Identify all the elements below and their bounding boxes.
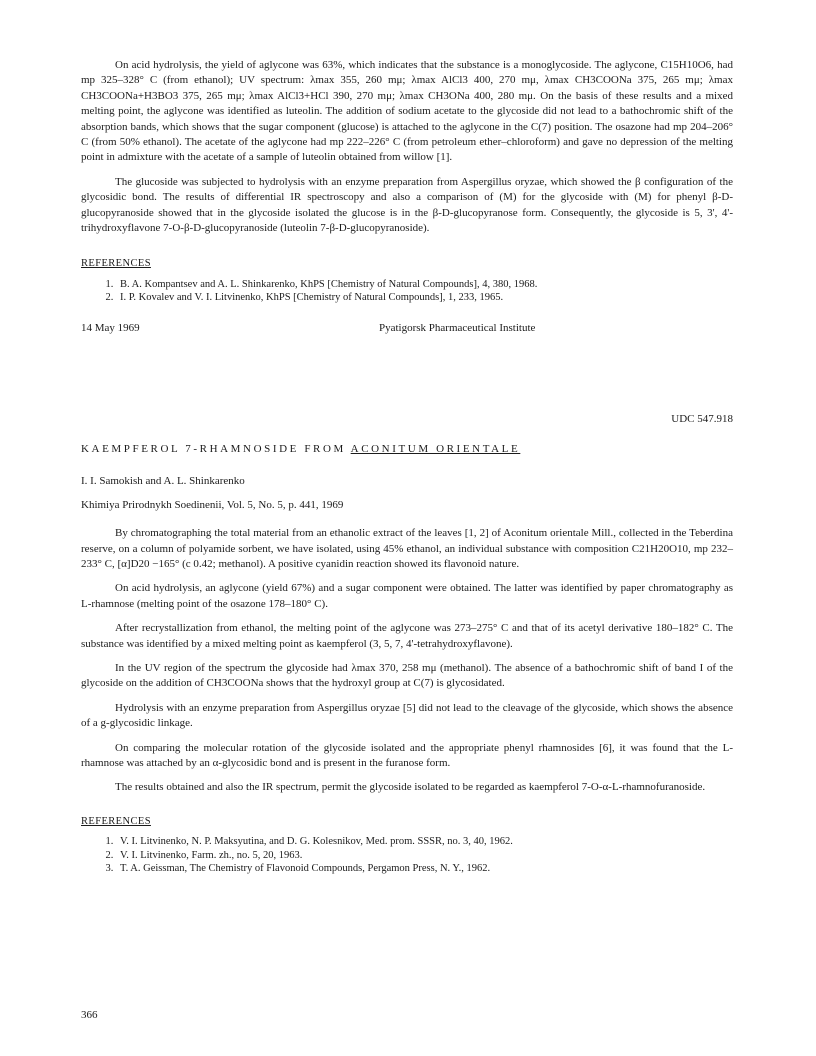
article-authors: I. I. Samokish and A. L. Shinkarenko xyxy=(81,475,245,488)
paragraph-chromatography: By chromatographing the total material from an ethanolic extract of the leaves [1, 2] of Aconitum orientale Mill., collected in the Teberdina reserve, on a column of polyamide sorbent, we have isolated, using 45% ethanol, an individual substance with composition C21H20O10, mp 232–233° C, [α]D20 −165° (c 0.42; methanol). A positive cyanidin reaction showed its flavonoid nature. xyxy=(81,527,733,570)
reference-item: 1. B. A. Kompantsev and A. L. Shinkarenko, KhPS [Chemistry of Natural Compounds], 4, 380, 1968. xyxy=(116,278,733,292)
paragraph-acid-hydrolysis: On acid hydrolysis, the yield of aglycone was 63%, which indicates that the substance is a monoglycoside. The aglycone, C15H10O6, had mp 325–328° C (from ethanol); UV spectrum: λmax 355, 260 mμ; λmax AlCl3 400, 270 mμ, λmax CH3COONa 375, 265 mμ; λmax CH3COONa+H3BO3 375, 265 mμ; λmax AlCl3+HCl 390, 270 mμ; λmax CH3ONa 400, 280 mμ. On the basis of these results and a mixed melting point, the aglycone was identified as luteolin. The addition of sodium acetate to the glycoside did not lead to a bathochromic shift of the absorption bands, which shows that the sugar component (glucose) is attached to the aglycone in the C(7) position. The osazone had mp 204–206° C (from 50% ethanol). The acetate of the aglycone had mp 222–226° C (from petroleum ether–chloroform) and gave no depression of the melting point in admixture with the acetate of a sample of luteolin obtained from willow [1]. xyxy=(81,59,733,164)
paragraph-uv-spectrum: In the UV region of the spectrum the glycoside had λmax 370, 258 mμ (methanol). The absence of a bathochromic shift of band I of the glycoside on the addition of CH3COONa shows that the hydroxyl group at C(7) is glycosidated. xyxy=(81,661,733,690)
institute-name: Pyatigorsk Pharmaceutical Institute xyxy=(379,321,536,334)
title-text: KAEMPFEROL 7-RHAMNOSIDE FROM xyxy=(81,442,351,455)
paragraph-aglycone: On acid hydrolysis, an aglycone (yield 67%) and a sugar component were obtained. The latter was identified by paper chromatography as L-rhamnose (melting point of the osazone 178–180° C). xyxy=(81,582,733,610)
paragraph-recrystallization: After recrystallization from ethanol, the melting point of the aglycone was 273–275° C and that of its acetyl derivative 180–182° C. The substance was identified by a mixed melting point as kaempferol (3, 5, 7, 4'-tetrahydroxyflavone). xyxy=(81,622,733,650)
signoff-row xyxy=(81,322,733,334)
page-number: 366 xyxy=(81,1009,98,1021)
reference-item: 1. V. I. Litvinenko, N. P. Maksyutina, and D. G. Kolesnikov, Med. prom. SSSR, no. 3, 40, 1962. xyxy=(116,835,733,849)
reference-list-2 xyxy=(81,835,733,876)
journal-citation: Khimiya Prirodnykh Soedinenii, Vol. 5, No. 5, p. 441, 1969 xyxy=(81,498,344,511)
article-page xyxy=(81,58,733,876)
udc-code: UDC 547.918 xyxy=(671,412,733,425)
reference-list-1 xyxy=(81,278,733,305)
reference-item: 2. V. I. Litvinenko, Farm. zh., no. 5, 20, 1963. xyxy=(116,849,733,863)
article-title xyxy=(81,442,733,457)
reference-item: 3. T. A. Geissman, The Chemistry of Flavonoid Compounds, Pergamon Press, N. Y., 1962. xyxy=(116,862,733,876)
reference-item: 2. I. P. Kovalev and V. I. Litvinenko, KhPS [Chemistry of Natural Compounds], 1, 233, 1965. xyxy=(116,291,733,305)
received-date: 14 May 1969 xyxy=(81,321,140,334)
paragraph-rotation: On comparing the molecular rotation of the glycoside isolated and the appropriate phenyl rhamnosides [6], it was found that the L-rhamnose was attached by an α-glycosidic bond and is present in the furanose form. xyxy=(81,741,733,769)
references-heading-1: REFERENCES xyxy=(81,258,151,270)
title-species: ACONITUM ORIENTALE xyxy=(350,442,521,455)
references-heading-2: REFERENCES xyxy=(81,815,151,827)
paragraph-glucoside-hydrolysis: The glucoside was subjected to hydrolysis with an enzyme preparation from Aspergillus oryzae, which showed the β configuration of the glycosidic bond. The results of differential IR spectroscopy and also a comparison of (M) for the glycoside with (M) for phenyl β-D-glucopyranoside showed that in the glycoside isolated the glucose is in the β-D-glucopyranose form. Consequently, the glycoside is 5, 3', 4'-trihydroxyflavone 7-O-β-D-glucopyranoside (luteolin 7-β-D-glucopyranoside). xyxy=(81,175,733,235)
paragraph-conclusion: The results obtained and also the IR spectrum, permit the glycoside isolated to be regarded as kaempferol 7-O-α-L-rhamnofuranoside. xyxy=(115,781,706,794)
paragraph-enzyme: Hydrolysis with an enzyme preparation from Aspergillus oryzae [5] did not lead to the cleavage of the glycoside, which shows the absence of a g-glycosidic linkage. xyxy=(81,701,733,730)
